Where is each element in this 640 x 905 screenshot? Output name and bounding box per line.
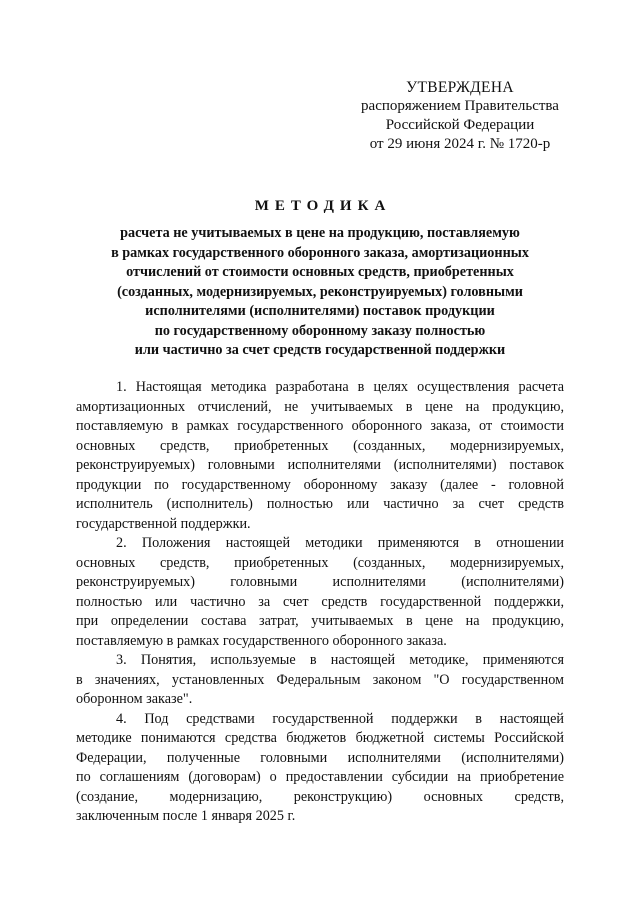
paragraph-line: 3. Понятия, используемые в настоящей методике, применяются — [116, 652, 564, 668]
paragraph-line: методике понимаются средства бюджетов бюджетной системы Российской — [76, 730, 564, 746]
paragraph-line: амортизационных отчислений, не учитываемых в цене на продукцию, — [76, 398, 564, 415]
subtitle-line: или частично за счет средств государственной поддержки — [134, 342, 506, 358]
paragraph-4 — [76, 710, 564, 827]
paragraph-2 — [76, 534, 564, 651]
paragraph-line: 4. Под средствами государственной поддержки в настоящей — [116, 710, 564, 727]
subtitle-line: (созданных, модернизируемых, реконструируемых) головными — [117, 283, 523, 300]
document-title: МЕТОДИКА — [254, 198, 392, 214]
paragraph-line: 2. Положения настоящей методики применяются в отношении — [116, 535, 564, 551]
paragraph-line: исполнитель (исполнитель) полностью или частично за счет средств — [76, 496, 564, 512]
approval-line: от 29 июня 2024 г. № 1720-р — [369, 136, 551, 152]
paragraph-line: продукции по государственному оборонному заказу (далее - головной — [76, 476, 564, 493]
paragraph-line: при определении состава затрат, учитываемых в цене на продукцию, — [76, 613, 564, 629]
paragraph-line: поставляемую в рамках государственного оборонного заказа. — [76, 632, 447, 649]
paragraph-line: (создание, модернизацию, реконструкцию) основных средств, — [76, 788, 564, 805]
paragraph-line: государственной поддержки. — [76, 515, 251, 532]
approval-line: распоряжением Правительства — [361, 98, 559, 114]
paragraph-line: в значениях, установленных Федеральным законом "О государственном — [76, 671, 564, 688]
approval-line: Российской Федерации — [385, 117, 535, 133]
paragraph-line: заключенным после 1 января 2025 г. — [76, 808, 296, 824]
paragraph-line: оборонном заказе". — [76, 691, 193, 707]
document-body — [76, 378, 564, 827]
paragraph-line: реконструируемых) головными исполнителями (исполнителями) поставок — [76, 457, 564, 473]
paragraph-line: основных средств, приобретенных (созданных, модернизируемых, — [76, 554, 564, 571]
approval-stamp: УТВЕРЖДЕНА — [406, 79, 514, 96]
subtitle-line: в рамках государственного оборонного заказа, амортизационных — [111, 244, 529, 261]
paragraph-line: полностью или частично за счет средств государственной поддержки, — [76, 593, 564, 610]
paragraph-line: основных средств, приобретенных (созданных, модернизируемых, — [76, 437, 564, 454]
paragraph-line: по соглашениям (договорам) о предоставлении субсидии на приобретение — [76, 769, 564, 785]
subtitle-line: по государственному оборонному заказу полностью — [154, 322, 486, 339]
paragraph-line: поставляемую в рамках государственного оборонного заказа, от стоимости — [76, 418, 564, 434]
subtitle-line: отчислений от стоимости основных средств, приобретенных — [126, 264, 514, 280]
paragraph-1 — [76, 378, 564, 534]
subtitle-line: исполнителями (исполнителями) поставок продукции — [145, 303, 495, 319]
paragraph-line: Федерации, полученные головными исполнителями (исполнителями) — [76, 749, 564, 766]
paragraph-line: 1. Настоящая методика разработана в целях осуществления расчета — [116, 379, 564, 395]
paragraph-3 — [76, 651, 564, 710]
subtitle-line: расчета не учитываемых в цене на продукцию, поставляемую — [120, 225, 520, 241]
document-subtitle — [70, 224, 570, 361]
paragraph-line: реконструируемых) головными исполнителями (исполнителями) — [76, 574, 564, 590]
approval-block — [340, 78, 580, 154]
